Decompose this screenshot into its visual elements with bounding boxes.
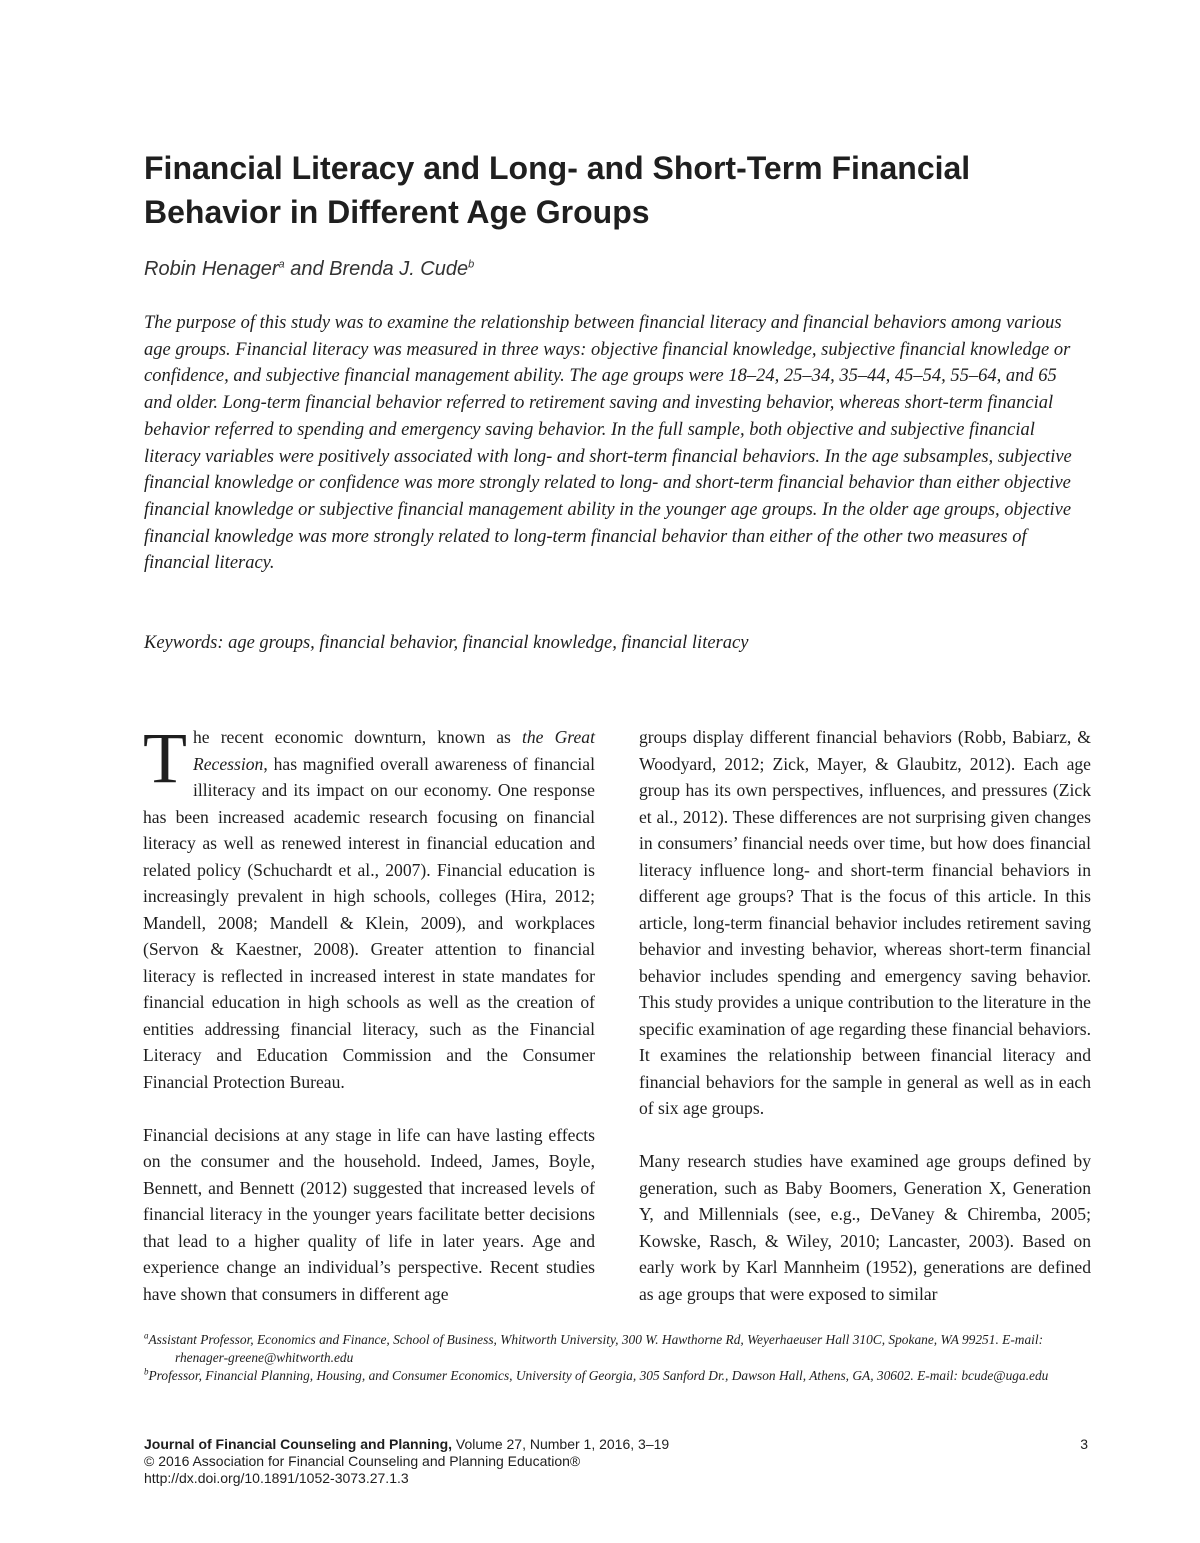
keywords: Keywords: age groups, financial behavior, financial knowledge, financial literacy xyxy=(144,633,749,653)
body-paragraph: Financial decisions at any stage in life can have lasting effects on the consumer and the household. Indeed, James, Boyle, Bennett, and Bennett (2012) suggested that increased levels of financial literacy in the younger years facilitate better decisions that lead to a higher quality of life in later years. Age and experience change an individual’s perspective. Recent studies have shown that consumers in different age xyxy=(143,1124,595,1304)
journal-name: Journal of Financial Counseling and Planning, xyxy=(144,1436,453,1452)
footnote-text: Professor, Financial Planning, Housing, and Consumer Economics, University of Georgia, 305 Sanford Dr., Dawson Hall, Athens, GA, 30602. E-mail: bcude@uga.edu xyxy=(148,1368,1049,1383)
paragraph-text: he recent economic downturn, known as xyxy=(192,727,522,747)
footnote xyxy=(144,1367,1088,1385)
drop-cap: T xyxy=(143,718,187,798)
body-column-right xyxy=(639,724,1091,1307)
affiliation-mark: b xyxy=(468,258,475,271)
author-line xyxy=(144,256,474,282)
footnote-text: Assistant Professor, Economics and Finance, School of Business, Whitworth University, 300 W. Hawthorne Rd, Weyerhaeuser Hall 310C, Spokane, WA 99251. E-mail: rhenager-greene@whitworth.edu xyxy=(148,1332,1044,1365)
author-connector: and xyxy=(284,258,330,280)
journal-issue: Volume 27, Number 1, 2016, 3–19 xyxy=(452,1436,670,1452)
footnotes xyxy=(144,1331,1088,1385)
author-name: Robin Henager xyxy=(144,258,279,280)
copyright: © 2016 Association for Financial Counseling and Planning Education® xyxy=(144,1453,581,1469)
paragraph-text: , has magnified overall awareness of financial illiteracy and its impact on our economy. One response has been increased academic research focusing on financial literacy as well as renewed interest in financial education and related policy (Schuchardt et al., 2007). Financial education is increasingly prevalent in high schools, colleges (Hira, 2012; Mandell, 2008; Mandell & Klein, 2009), and workplaces (Servon & Kaestner, 2008). Greater attention to financial literacy is reflected in increased interest in state mandates for financial education in high schools as well as the creation of entities addressing financial literacy, such as the Financial Literacy and Education Commission and the Consumer Financial Protection Bureau. xyxy=(143,753,595,1092)
article-title: Financial Literacy and Long- and Short-Term Financial Behavior in Different Age Groups xyxy=(144,150,971,230)
footnote xyxy=(144,1331,1088,1367)
journal-citation xyxy=(144,1436,1088,1453)
body-column-left xyxy=(143,718,595,1307)
italic-term: the Great Recession xyxy=(192,727,595,774)
footnote-mark: b xyxy=(144,1366,149,1377)
footnote-mark: a xyxy=(144,1330,149,1341)
page-number: 3 xyxy=(1080,1436,1088,1452)
author-name: Brenda J. Cude xyxy=(329,258,469,280)
body-paragraph xyxy=(143,718,595,1095)
abstract: The purpose of this study was to examine the relationship between financial literacy and financial behaviors among various age groups. Financial literacy was measured in three ways: objective financial knowledge, subjective financial knowledge or confidence, and subjective financial management ability. The age groups were 18–24, 25–34, 35–44, 45–54, 55–64, and 65 and older. Long-term financial behavior referred to retirement saving and investing behavior, whereas short-term financial behavior referred to spending and emergency saving behavior. In the full sample, both objective and subjective financial literacy variables were positively associated with long- and short-term financial behaviors. In the age subsamples, subjective financial knowledge or confidence was more strongly related to long- and short-term financial behavior than either objective financial knowledge or subjective financial management ability in the younger age groups. In the older age groups, objective financial knowledge was more strongly related to long-term financial behavior than either of the other two measures of financial literacy. xyxy=(144,313,1072,574)
body-paragraph: Many research studies have examined age groups defined by generation, such as Baby Boomers, Generation X, Generation Y, and Millennials (see, e.g., DeVaney & Chiremba, 2005; Kowske, Rasch, & Wiley, 2010; Lancaster, 2003). Based on early work by Karl Mannheim (1952), generations are defined as age groups that were exposed to similar xyxy=(639,1151,1091,1304)
affiliation-mark: a xyxy=(278,258,285,271)
doi-link[interactable]: http://dx.doi.org/10.1891/1052-3073.27.1.3 xyxy=(144,1470,409,1486)
body-paragraph: groups display different financial behaviors (Robb, Babiarz, & Woodyard, 2012; Zick, Mayer, & Glaubitz, 2012). Each age group has its own perspectives, influences, and pressures (Zick et al., 2012). These differences are not surprising given changes in consumers’ financial needs over time, but how does financial literacy influence long- and short-term financial behaviors in different age groups? That is the focus of this article. In this article, long-term financial behavior includes retirement saving behavior and investing behavior, whereas short-term financial behavior includes spending and emergency saving behavior. This study provides a unique contribution to the literature in the specific examination of age regarding these financial behaviors. It examines the relationship between financial literacy and financial behaviors for the sample in general as well as in each of six age groups. xyxy=(639,727,1091,1118)
journal-footer xyxy=(144,1436,1088,1487)
